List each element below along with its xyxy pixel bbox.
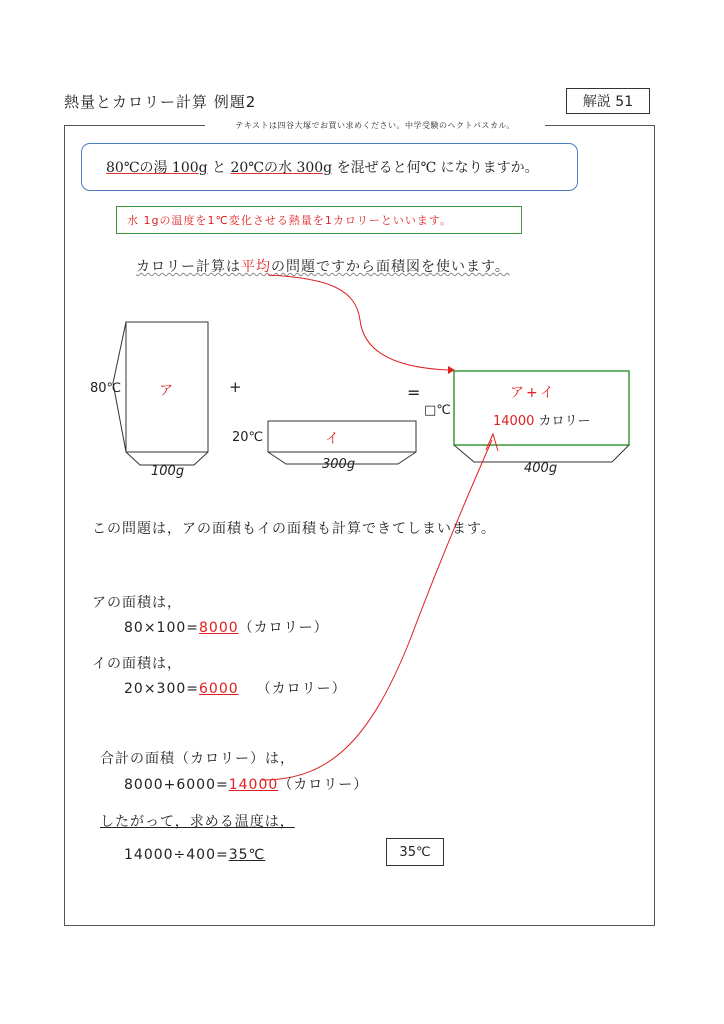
rect-b-label: イ bbox=[325, 431, 339, 447]
problem-cold-water: 20℃の水 300g bbox=[230, 160, 333, 176]
rect-a-temperature: 80℃ bbox=[90, 381, 122, 396]
calc-total-heading: 合計の面積（カロリー）は， bbox=[100, 751, 295, 767]
rect-c-weight: 400g bbox=[524, 461, 558, 476]
arrow-average-to-area bbox=[268, 275, 448, 370]
problem-connector: と bbox=[207, 160, 231, 176]
calc-a-result: 8000 bbox=[199, 620, 239, 636]
calc-b-expr: 20×300= bbox=[124, 681, 199, 697]
rect-b-temperature: 20℃ bbox=[232, 430, 264, 445]
final-expr: 14000÷400= bbox=[124, 847, 229, 863]
rect-b bbox=[268, 421, 416, 452]
rect-c-value-line bbox=[493, 410, 591, 429]
calc-a-line bbox=[124, 617, 329, 637]
problem-question: を混ぜると何℃ になりますか。 bbox=[332, 160, 539, 176]
rect-a-weight: 100g bbox=[151, 464, 185, 479]
calc-total-expr: 8000+6000= bbox=[124, 777, 229, 793]
final-result: 35℃ bbox=[228, 847, 266, 863]
calc-total-unit: （カロリー） bbox=[278, 777, 369, 793]
definition-banner: 水 1gの温度を1℃変化させる熱量を1カロリーといいます。 bbox=[116, 206, 522, 234]
intro-before: カロリー計算は bbox=[136, 259, 241, 275]
rect-b-weight: 300g bbox=[322, 457, 356, 472]
rect-a-label: ア bbox=[159, 383, 173, 399]
intro-after: の問題ですから面積図を使います。 bbox=[271, 259, 510, 275]
calc-b-line bbox=[124, 678, 347, 698]
rect-c-temperature: □℃ bbox=[424, 403, 451, 418]
intro-highlight: 平均 bbox=[241, 259, 271, 275]
rect-c-width-brace bbox=[454, 445, 629, 462]
calc-b-result: 6000 bbox=[199, 681, 239, 697]
calc-total-line bbox=[124, 774, 368, 794]
calc-a-unit: （カロリー） bbox=[238, 620, 329, 636]
calc-b-unit: （カロリー） bbox=[256, 681, 347, 697]
page-title: 熱量とカロリー計算 例題2 bbox=[64, 93, 257, 111]
rect-c-label: ア+イ bbox=[510, 385, 556, 401]
problem-hot-water: 80℃の湯 100g bbox=[106, 160, 208, 176]
calc-b-heading: イの面積は， bbox=[92, 656, 182, 672]
explanation-number-badge: 解説 51 bbox=[566, 88, 650, 114]
calc-total-result: 14000 bbox=[228, 777, 279, 793]
calc-a-heading: アの面積は， bbox=[92, 595, 182, 611]
equals-sign: = bbox=[407, 383, 421, 402]
rect-c-value: 14000 bbox=[493, 414, 535, 429]
final-line bbox=[124, 847, 265, 863]
arrow-total-to-value bbox=[262, 440, 492, 780]
calc-a-expr: 80×100= bbox=[124, 620, 199, 636]
conclusion-text: したがって，求める温度は， bbox=[100, 814, 295, 830]
plus-sign: + bbox=[229, 378, 242, 396]
answer-box: 35℃ bbox=[386, 838, 444, 866]
rect-c-unit: カロリー bbox=[538, 414, 591, 429]
source-note: テキストは四谷大塚でお買い求めください。中学受験のヘクトパスカル。 bbox=[205, 118, 545, 133]
explanation-text: この問題は，アの面積もイの面積も計算できてしまいます。 bbox=[92, 521, 496, 537]
